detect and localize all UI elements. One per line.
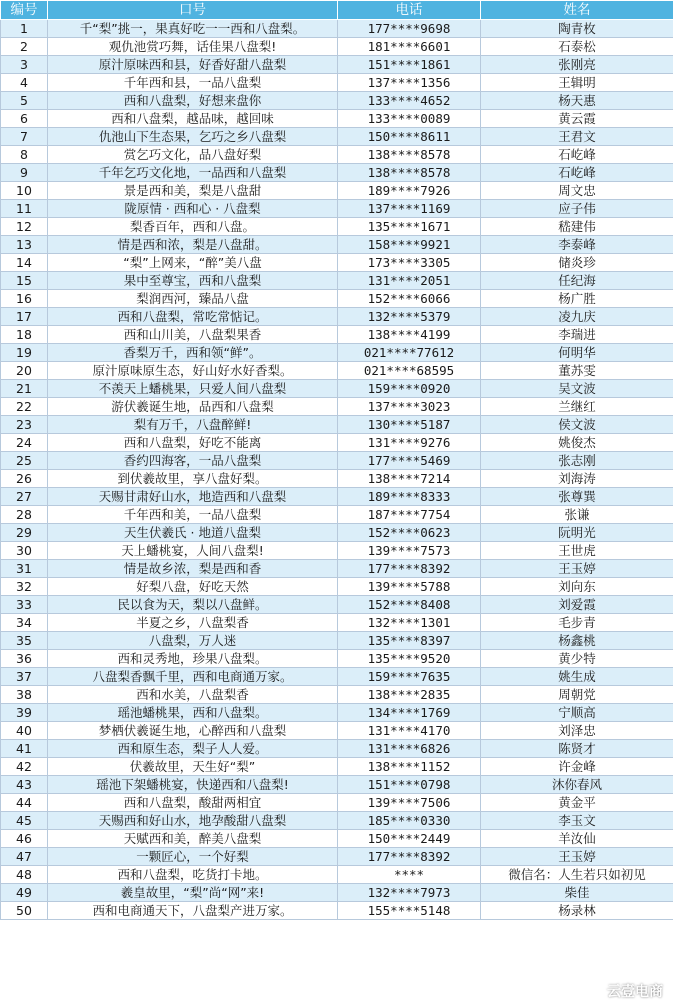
table-row [1,866,673,884]
cell-slogan: 香梨万千，西和领“鲜”。 [48,344,338,362]
cell-phone: 132****5379 [338,308,481,326]
table-row [1,398,673,416]
cell-name: 周朝党 [481,686,673,704]
cell-name: 黄云霞 [481,110,673,128]
cell-name: 吴文波 [481,380,673,398]
cell-name: 刘爱霞 [481,596,673,614]
cell-phone: 131****6826 [338,740,481,758]
cell-name: 兰继红 [481,398,673,416]
cell-name: 刘海涛 [481,470,673,488]
cell-slogan: 香约四海客，一品八盘梨 [48,452,338,470]
cell-slogan: 天上蟠桃宴，人间八盘梨! [48,542,338,560]
cell-name: 嵇建伟 [481,218,673,236]
cell-name: 张志刚 [481,452,673,470]
cell-no: 8 [1,146,48,164]
table-row [1,308,673,326]
cell-phone: 158****9921 [338,236,481,254]
cell-no: 10 [1,182,48,200]
cell-no: 11 [1,200,48,218]
cell-no: 40 [1,722,48,740]
cell-slogan: 天生伏羲氏 · 地道八盘梨 [48,524,338,542]
cell-phone: 137****1356 [338,74,481,92]
cell-slogan: 情是西和浓，梨是八盘甜。 [48,236,338,254]
table-row [1,614,673,632]
cell-slogan: 西和电商通天下，八盘梨产进万家。 [48,902,338,920]
cell-slogan: 梨香百年，西和八盘。 [48,218,338,236]
cell-slogan: 伏羲故里，天生好“梨” [48,758,338,776]
cell-phone: 177****9698 [338,20,481,38]
cell-slogan: 西和八盘梨，吃货打卡地。 [48,866,338,884]
cell-name: 刘泽忠 [481,722,673,740]
table-row [1,794,673,812]
cell-phone: 134****1769 [338,704,481,722]
cell-no: 45 [1,812,48,830]
header-slogan: 口号 [48,1,338,20]
table-row [1,488,673,506]
table-row [1,254,673,272]
cell-no: 44 [1,794,48,812]
cell-phone: 131****2051 [338,272,481,290]
cell-phone: 132****7973 [338,884,481,902]
cell-no: 35 [1,632,48,650]
cell-name: 王君文 [481,128,673,146]
watermark [581,981,663,1001]
cell-phone: 151****0798 [338,776,481,794]
cell-slogan: 天赋西和美，醉美八盘梨 [48,830,338,848]
cell-phone: 139****5788 [338,578,481,596]
cell-no: 6 [1,110,48,128]
cell-no: 37 [1,668,48,686]
cell-slogan: 梦栖伏羲诞生地，心醉西和八盘梨 [48,722,338,740]
cell-no: 32 [1,578,48,596]
cell-no: 24 [1,434,48,452]
cell-name: 许金峰 [481,758,673,776]
cell-slogan: 千年西和县，一品八盘梨 [48,74,338,92]
table-row [1,506,673,524]
cell-no: 14 [1,254,48,272]
table-row [1,20,673,38]
cell-name: 杨鑫桃 [481,632,673,650]
cell-slogan: 西和水美，八盘梨香 [48,686,338,704]
cell-phone: 137****3023 [338,398,481,416]
cell-no: 22 [1,398,48,416]
cell-phone: 137****1169 [338,200,481,218]
cell-slogan: 好梨八盘，好吃天然 [48,578,338,596]
header-phone: 电话 [338,1,481,20]
table-row [1,416,673,434]
cell-name: 李瑞进 [481,326,673,344]
cell-no: 28 [1,506,48,524]
cell-slogan: 西和八盘梨，好想来盘你 [48,92,338,110]
table-row [1,344,673,362]
cell-name: 羊汝仙 [481,830,673,848]
cell-phone: 177****8392 [338,848,481,866]
table-row [1,902,673,920]
cell-no: 47 [1,848,48,866]
cell-name: 姚生成 [481,668,673,686]
cell-name: 张刚亮 [481,56,673,74]
table-row [1,560,673,578]
cell-no: 21 [1,380,48,398]
cell-phone: 159****7635 [338,668,481,686]
cell-name: 应子伟 [481,200,673,218]
cell-name: 石屹峰 [481,164,673,182]
cell-slogan: 西和八盘梨，常吃常惦记。 [48,308,338,326]
cell-slogan: 八盘梨，万人迷 [48,632,338,650]
cell-name: 阮明光 [481,524,673,542]
cell-name: 李泰峰 [481,236,673,254]
cell-slogan: 西和山川美，八盘梨果香 [48,326,338,344]
table-row [1,524,673,542]
table-row [1,650,673,668]
table-row [1,596,673,614]
cell-name: 王玉婷 [481,848,673,866]
cell-phone: 133****0089 [338,110,481,128]
cell-name: 杨天惠 [481,92,673,110]
cell-slogan: 陇原情 · 西和心 · 八盘梨 [48,200,338,218]
table-row [1,848,673,866]
table-row [1,362,673,380]
table-row [1,722,673,740]
cell-no: 42 [1,758,48,776]
cell-name: 何明华 [481,344,673,362]
cell-no: 1 [1,20,48,38]
table-row [1,110,673,128]
cell-no: 5 [1,92,48,110]
cell-phone: 189****7926 [338,182,481,200]
cell-no: 33 [1,596,48,614]
cell-slogan: 一颗匠心，一个好梨 [48,848,338,866]
cell-name: 杨录林 [481,902,673,920]
cell-phone: 187****7754 [338,506,481,524]
cell-slogan: 半夏之乡，八盘梨香 [48,614,338,632]
cell-no: 25 [1,452,48,470]
cell-slogan: 西和八盘梨，越品味，越回味 [48,110,338,128]
cell-no: 36 [1,650,48,668]
cell-phone: 150****8611 [338,128,481,146]
cell-slogan: 瑶池下架蟠桃宴，快递西和八盘梨! [48,776,338,794]
cell-slogan: 仇池山下生态果，乞巧之乡八盘梨 [48,128,338,146]
table-row [1,812,673,830]
cell-name: 姚俊杰 [481,434,673,452]
cell-phone: 021****68595 [338,362,481,380]
cell-phone: 177****8392 [338,560,481,578]
cell-slogan: 梨有万千，八盘醉鲜! [48,416,338,434]
cell-phone: 181****6601 [338,38,481,56]
cell-no: 3 [1,56,48,74]
table-row [1,92,673,110]
cell-no: 17 [1,308,48,326]
table-row [1,632,673,650]
cell-name: 杨广胜 [481,290,673,308]
cell-no: 49 [1,884,48,902]
header-no: 编号 [1,1,48,20]
table-row [1,776,673,794]
cell-slogan: 原汁原味原生态，好山好水好香梨。 [48,362,338,380]
cell-name: 王玉婷 [481,560,673,578]
cell-name: 王辑明 [481,74,673,92]
cell-name: 石泰松 [481,38,673,56]
cell-slogan: 梨润西河，臻品八盘 [48,290,338,308]
cell-slogan: “梨”上网来，“醉”美八盘 [48,254,338,272]
cell-phone: 155****5148 [338,902,481,920]
cell-no: 31 [1,560,48,578]
cell-phone: 130****5187 [338,416,481,434]
cell-slogan: 西和八盘梨，好吃不能离 [48,434,338,452]
cell-no: 26 [1,470,48,488]
cell-no: 41 [1,740,48,758]
cell-no: 50 [1,902,48,920]
cell-name: 张谦 [481,506,673,524]
cell-phone: 021****77612 [338,344,481,362]
cell-name: 凌九庆 [481,308,673,326]
cell-no: 46 [1,830,48,848]
table-row [1,740,673,758]
cell-phone: 152****8408 [338,596,481,614]
cell-no: 12 [1,218,48,236]
header-name: 姓名 [481,1,673,20]
cell-phone: 177****5469 [338,452,481,470]
cell-no: 4 [1,74,48,92]
table-row [1,542,673,560]
cell-slogan: 千年西和美，一品八盘梨 [48,506,338,524]
table-row [1,578,673,596]
cell-slogan: 游伏羲诞生地，品西和八盘梨 [48,398,338,416]
cell-no: 2 [1,38,48,56]
cell-phone: 151****1861 [338,56,481,74]
table-row [1,200,673,218]
cell-slogan: 西和灵秀地，珍果八盘梨。 [48,650,338,668]
table-row [1,128,673,146]
cell-slogan: 民以食为天，梨以八盘鲜。 [48,596,338,614]
cell-phone: 138****2835 [338,686,481,704]
cell-phone: 189****8333 [338,488,481,506]
cell-phone: 138****8578 [338,146,481,164]
cell-phone: 138****4199 [338,326,481,344]
cell-no: 7 [1,128,48,146]
table-row [1,236,673,254]
cell-no: 9 [1,164,48,182]
cell-slogan: 到伏羲故里，享八盘好梨。 [48,470,338,488]
cell-phone: **** [338,866,481,884]
cell-slogan: 羲皇故里，“梨”尚“网”来! [48,884,338,902]
wechat-official-account-icon [581,982,603,1000]
cell-slogan: 果中至尊宝，西和八盘梨 [48,272,338,290]
cell-name: 张尊巽 [481,488,673,506]
cell-slogan: 瑶池蟠桃果，西和八盘梨。 [48,704,338,722]
cell-no: 39 [1,704,48,722]
cell-phone: 139****7573 [338,542,481,560]
table-row [1,452,673,470]
cell-slogan: 赏乞巧文化，品八盘好梨 [48,146,338,164]
cell-name: 石屹峰 [481,146,673,164]
cell-no: 43 [1,776,48,794]
cell-no: 27 [1,488,48,506]
cell-no: 13 [1,236,48,254]
cell-slogan: 天赐甘肃好山水，地造西和八盘梨 [48,488,338,506]
table-row [1,164,673,182]
cell-slogan: 西和原生态，梨子人人爱。 [48,740,338,758]
cell-name: 刘向东 [481,578,673,596]
cell-phone: 150****2449 [338,830,481,848]
table-row [1,434,673,452]
table-row [1,38,673,56]
cell-no: 29 [1,524,48,542]
table-row [1,686,673,704]
cell-slogan: 千“梨”挑一，果真好吃一一西和八盘梨。 [48,20,338,38]
cell-slogan: 原汁原味西和县，好香好甜八盘梨 [48,56,338,74]
cell-name: 任纪海 [481,272,673,290]
table-row [1,182,673,200]
cell-phone: 152****0623 [338,524,481,542]
cell-no: 23 [1,416,48,434]
cell-phone: 138****1152 [338,758,481,776]
cell-slogan: 八盘梨香飘千里，西和电商通万家。 [48,668,338,686]
table-row [1,146,673,164]
watermark-text: 云壹电商 [607,984,663,1000]
cell-slogan: 千年乞巧文化地，一品西和八盘梨 [48,164,338,182]
table-row [1,830,673,848]
cell-no: 15 [1,272,48,290]
cell-phone: 138****7214 [338,470,481,488]
cell-phone: 139****7506 [338,794,481,812]
cell-no: 16 [1,290,48,308]
cell-name: 王世虎 [481,542,673,560]
cell-phone: 173****3305 [338,254,481,272]
cell-phone: 132****1301 [338,614,481,632]
cell-name: 董苏雯 [481,362,673,380]
cell-slogan: 观仇池赏巧舞，话佳果八盘梨! [48,38,338,56]
cell-phone: 131****9276 [338,434,481,452]
cell-name: 沐你春风 [481,776,673,794]
cell-phone: 135****8397 [338,632,481,650]
cell-name: 黄金平 [481,794,673,812]
header-row [1,1,673,20]
cell-phone: 159****0920 [338,380,481,398]
table-row [1,218,673,236]
cell-name: 储炎珍 [481,254,673,272]
cell-phone: 185****0330 [338,812,481,830]
cell-slogan: 不羡天上蟠桃果，只爱人间八盘梨 [48,380,338,398]
table-row [1,470,673,488]
cell-name: 李玉文 [481,812,673,830]
table-row [1,758,673,776]
table-row [1,74,673,92]
cell-phone: 138****8578 [338,164,481,182]
table-row [1,56,673,74]
table-row [1,326,673,344]
cell-phone: 135****9520 [338,650,481,668]
cell-name: 陶青枚 [481,20,673,38]
cell-name: 黄少特 [481,650,673,668]
cell-name: 柴佳 [481,884,673,902]
cell-slogan: 情是故乡浓，梨是西和香 [48,560,338,578]
cell-phone: 133****4652 [338,92,481,110]
cell-name: 宁顺高 [481,704,673,722]
cell-name: 侯文波 [481,416,673,434]
table-row [1,290,673,308]
cell-no: 18 [1,326,48,344]
cell-no: 19 [1,344,48,362]
cell-no: 48 [1,866,48,884]
table-row [1,704,673,722]
cell-no: 20 [1,362,48,380]
table-row [1,380,673,398]
cell-phone: 152****6066 [338,290,481,308]
cell-name: 微信名：人生若只如初见 [481,866,673,884]
cell-name: 周文忠 [481,182,673,200]
cell-phone: 135****1671 [338,218,481,236]
cell-no: 38 [1,686,48,704]
cell-slogan: 天赐西和好山水，地孕酸甜八盘梨 [48,812,338,830]
cell-no: 34 [1,614,48,632]
table-row [1,884,673,902]
table-row [1,272,673,290]
cell-name: 毛步青 [481,614,673,632]
cell-slogan: 西和八盘梨，酸甜两相宜 [48,794,338,812]
cell-no: 30 [1,542,48,560]
cell-phone: 131****4170 [338,722,481,740]
cell-slogan: 景是西和美，梨是八盘甜 [48,182,338,200]
cell-name: 陈贤才 [481,740,673,758]
table-row [1,668,673,686]
